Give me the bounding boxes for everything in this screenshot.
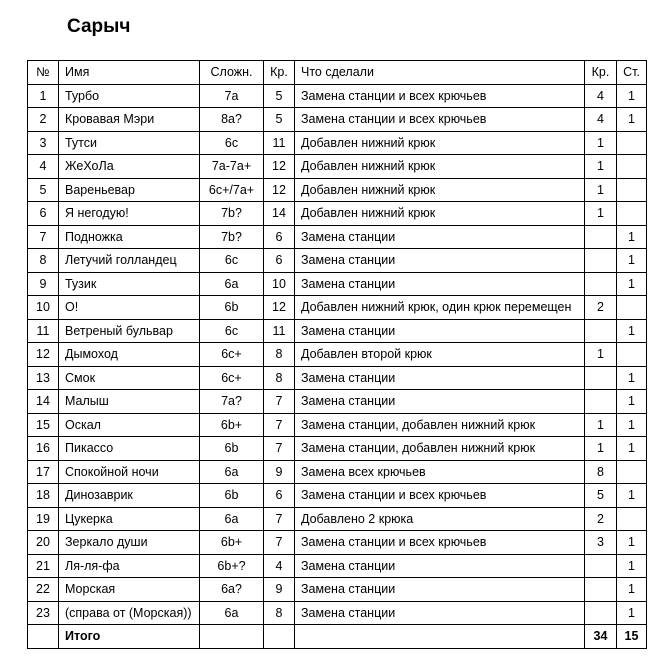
cell-anchors: 1: [617, 225, 647, 249]
cell-bolts: 5: [264, 108, 295, 132]
cell-bolts-replaced: 8: [585, 460, 617, 484]
cell-number: 16: [28, 437, 59, 461]
cell-grade: 6c: [200, 249, 264, 273]
header-row: [28, 61, 647, 85]
cell-bolts: 6: [264, 249, 295, 273]
cell-bolts-replaced: [585, 554, 617, 578]
cell-bolts: 7: [264, 390, 295, 414]
cell-grade: 6b+?: [200, 554, 264, 578]
cell-work-done: Замена станции: [295, 390, 585, 414]
cell-work-done: Замена станции: [295, 249, 585, 273]
cell-grade: 6a: [200, 272, 264, 296]
cell-anchors: 1: [617, 390, 647, 414]
cell-name: Я негодую!: [59, 202, 200, 226]
table-row: [28, 366, 647, 390]
cell-anchors: 1: [617, 272, 647, 296]
cell-grade: 6c+: [200, 343, 264, 367]
cell-bolts-replaced: [585, 390, 617, 414]
cell-work-done: Замена станции: [295, 225, 585, 249]
cell-work-done: Добавлен нижний крюк: [295, 178, 585, 202]
cell-grade: 6a?: [200, 578, 264, 602]
total-number-cell: [28, 625, 59, 649]
table-row: [28, 413, 647, 437]
cell-bolts-replaced: 5: [585, 484, 617, 508]
table-row: [28, 84, 647, 108]
cell-bolts-replaced: [585, 601, 617, 625]
cell-bolts-replaced: 1: [585, 343, 617, 367]
cell-work-done: Замена станции: [295, 366, 585, 390]
cell-bolts: 11: [264, 131, 295, 155]
cell-anchors: 1: [617, 84, 647, 108]
cell-name: Ля-ля-фа: [59, 554, 200, 578]
table-row: [28, 108, 647, 132]
table-row: [28, 202, 647, 226]
total-bolts-replaced: 34: [585, 625, 617, 649]
cell-work-done: Замена станции: [295, 601, 585, 625]
cell-bolts: 8: [264, 366, 295, 390]
table-row: [28, 507, 647, 531]
cell-number: 23: [28, 601, 59, 625]
table-row: [28, 601, 647, 625]
cell-bolts-replaced: 1: [585, 437, 617, 461]
cell-number: 15: [28, 413, 59, 437]
cell-bolts: 7: [264, 531, 295, 555]
cell-bolts: 5: [264, 84, 295, 108]
cell-bolts-replaced: 4: [585, 108, 617, 132]
cell-number: 9: [28, 272, 59, 296]
cell-bolts-replaced: [585, 578, 617, 602]
cell-name: Тузик: [59, 272, 200, 296]
table-row: [28, 249, 647, 273]
cell-anchors: [617, 507, 647, 531]
table-row: [28, 437, 647, 461]
header-number: №: [28, 61, 59, 85]
cell-bolts-replaced: 1: [585, 155, 617, 179]
header-grade: Сложн.: [200, 61, 264, 85]
cell-anchors: 1: [617, 413, 647, 437]
cell-work-done: Замена станции и всех крючьев: [295, 484, 585, 508]
cell-number: 8: [28, 249, 59, 273]
cell-anchors: 1: [617, 531, 647, 555]
cell-work-done: Добавлен нижний крюк, один крюк перемещен: [295, 296, 585, 320]
table-row: [28, 272, 647, 296]
cell-anchors: 1: [617, 108, 647, 132]
page-title: Сарыч: [67, 16, 131, 37]
cell-name: Зеркало души: [59, 531, 200, 555]
cell-name: Тутси: [59, 131, 200, 155]
cell-bolts-replaced: 1: [585, 178, 617, 202]
cell-work-done: Замена станции, добавлен нижний крюк: [295, 413, 585, 437]
total-anchors: 15: [617, 625, 647, 649]
cell-name: О!: [59, 296, 200, 320]
table-row: [28, 460, 647, 484]
cell-bolts: 4: [264, 554, 295, 578]
cell-grade: 7b?: [200, 202, 264, 226]
cell-number: 21: [28, 554, 59, 578]
cell-name: Динозаврик: [59, 484, 200, 508]
cell-number: 17: [28, 460, 59, 484]
cell-name: Оскал: [59, 413, 200, 437]
table-row: [28, 155, 647, 179]
cell-bolts-replaced: [585, 225, 617, 249]
cell-bolts: 8: [264, 601, 295, 625]
cell-bolts: 8: [264, 343, 295, 367]
cell-grade: 6c+: [200, 366, 264, 390]
cell-work-done: Замена всех крючьев: [295, 460, 585, 484]
cell-anchors: 1: [617, 578, 647, 602]
cell-name: Ветреный бульвар: [59, 319, 200, 343]
cell-work-done: Замена станции и всех крючьев: [295, 108, 585, 132]
cell-bolts-replaced: 1: [585, 413, 617, 437]
cell-number: 3: [28, 131, 59, 155]
header-anchors: Ст.: [617, 61, 647, 85]
table-row: [28, 390, 647, 414]
cell-work-done: Добавлен нижний крюк: [295, 155, 585, 179]
cell-name: Смок: [59, 366, 200, 390]
cell-bolts: 12: [264, 296, 295, 320]
cell-bolts: 7: [264, 437, 295, 461]
cell-anchors: [617, 296, 647, 320]
table-row: [28, 554, 647, 578]
cell-anchors: [617, 178, 647, 202]
cell-bolts: 12: [264, 155, 295, 179]
cell-bolts-replaced: 2: [585, 296, 617, 320]
cell-grade: 7b?: [200, 225, 264, 249]
table-row: [28, 319, 647, 343]
cell-name: Вареньевар: [59, 178, 200, 202]
cell-anchors: 1: [617, 249, 647, 273]
cell-bolts: 12: [264, 178, 295, 202]
cell-name: Подножка: [59, 225, 200, 249]
table-row: [28, 484, 647, 508]
cell-bolts-replaced: [585, 249, 617, 273]
cell-grade: 6b+: [200, 413, 264, 437]
total-label: Итого: [59, 625, 200, 649]
cell-grade: 7a: [200, 84, 264, 108]
table-row: [28, 225, 647, 249]
cell-name: ЖеХоЛа: [59, 155, 200, 179]
cell-work-done: Замена станции, добавлен нижний крюк: [295, 437, 585, 461]
cell-grade: 6a: [200, 601, 264, 625]
cell-anchors: [617, 460, 647, 484]
cell-bolts-replaced: 3: [585, 531, 617, 555]
cell-anchors: [617, 202, 647, 226]
cell-bolts: 7: [264, 507, 295, 531]
cell-number: 6: [28, 202, 59, 226]
cell-number: 2: [28, 108, 59, 132]
cell-grade: 6b: [200, 437, 264, 461]
cell-grade: 7a?: [200, 390, 264, 414]
cell-number: 18: [28, 484, 59, 508]
cell-work-done: Добавлено 2 крюка: [295, 507, 585, 531]
cell-name: Спокойной ночи: [59, 460, 200, 484]
cell-anchors: 1: [617, 554, 647, 578]
cell-number: 19: [28, 507, 59, 531]
table-row: [28, 131, 647, 155]
cell-work-done: Добавлен нижний крюк: [295, 202, 585, 226]
cell-bolts-replaced: [585, 319, 617, 343]
cell-bolts-replaced: 2: [585, 507, 617, 531]
cell-number: 12: [28, 343, 59, 367]
cell-bolts-replaced: [585, 272, 617, 296]
cell-anchors: 1: [617, 366, 647, 390]
cell-grade: 6c: [200, 319, 264, 343]
cell-name: Летучий голландец: [59, 249, 200, 273]
cell-name: Кровавая Мэри: [59, 108, 200, 132]
cell-grade: 6a: [200, 460, 264, 484]
cell-grade: 6c+/7a+: [200, 178, 264, 202]
cell-bolts: 9: [264, 460, 295, 484]
cell-number: 4: [28, 155, 59, 179]
cell-bolts-replaced: [585, 366, 617, 390]
cell-anchors: 1: [617, 437, 647, 461]
cell-number: 10: [28, 296, 59, 320]
cell-work-done: Замена станции: [295, 578, 585, 602]
cell-anchors: 1: [617, 319, 647, 343]
cell-name: Цукерка: [59, 507, 200, 531]
cell-work-done: Добавлен второй крюк: [295, 343, 585, 367]
cell-work-done: Замена станции: [295, 319, 585, 343]
cell-grade: 6c: [200, 131, 264, 155]
cell-name: Морская: [59, 578, 200, 602]
cell-name: (справа от (Морская)): [59, 601, 200, 625]
header-bolts-replaced: Кр.: [585, 61, 617, 85]
cell-anchors: [617, 131, 647, 155]
cell-grade: 6b: [200, 484, 264, 508]
cell-work-done: Добавлен нижний крюк: [295, 131, 585, 155]
cell-name: Малыш: [59, 390, 200, 414]
table-row: [28, 296, 647, 320]
total-row: [28, 625, 647, 649]
table-row: [28, 178, 647, 202]
cell-number: 7: [28, 225, 59, 249]
cell-number: 22: [28, 578, 59, 602]
cell-number: 5: [28, 178, 59, 202]
table-row: [28, 578, 647, 602]
total-bolts-cell: [264, 625, 295, 649]
cell-bolts-replaced: 4: [585, 84, 617, 108]
cell-grade: 6b: [200, 296, 264, 320]
cell-anchors: [617, 343, 647, 367]
cell-name: Турбо: [59, 84, 200, 108]
cell-name: Дымоход: [59, 343, 200, 367]
cell-anchors: [617, 155, 647, 179]
table-row: [28, 531, 647, 555]
total-grade-cell: [200, 625, 264, 649]
cell-number: 11: [28, 319, 59, 343]
cell-name: Пикассо: [59, 437, 200, 461]
cell-bolts: 9: [264, 578, 295, 602]
cell-bolts: 6: [264, 225, 295, 249]
cell-grade: 7a-7a+: [200, 155, 264, 179]
cell-bolts: 14: [264, 202, 295, 226]
cell-number: 14: [28, 390, 59, 414]
cell-grade: 6a: [200, 507, 264, 531]
cell-bolts: 7: [264, 413, 295, 437]
cell-number: 1: [28, 84, 59, 108]
total-work-cell: [295, 625, 585, 649]
cell-work-done: Замена станции и всех крючьев: [295, 84, 585, 108]
cell-work-done: Замена станции: [295, 554, 585, 578]
header-name: Имя: [59, 61, 200, 85]
header-bolts: Кр.: [264, 61, 295, 85]
cell-grade: 8a?: [200, 108, 264, 132]
cell-bolts-replaced: 1: [585, 202, 617, 226]
cell-bolts-replaced: 1: [585, 131, 617, 155]
cell-number: 13: [28, 366, 59, 390]
table-row: [28, 343, 647, 367]
cell-work-done: Замена станции: [295, 272, 585, 296]
cell-bolts: 6: [264, 484, 295, 508]
cell-work-done: Замена станции и всех крючьев: [295, 531, 585, 555]
cell-bolts: 11: [264, 319, 295, 343]
cell-bolts: 10: [264, 272, 295, 296]
routes-table: [27, 60, 647, 649]
cell-grade: 6b+: [200, 531, 264, 555]
cell-anchors: 1: [617, 484, 647, 508]
header-work-done: Что сделали: [295, 61, 585, 85]
cell-number: 20: [28, 531, 59, 555]
cell-anchors: 1: [617, 601, 647, 625]
